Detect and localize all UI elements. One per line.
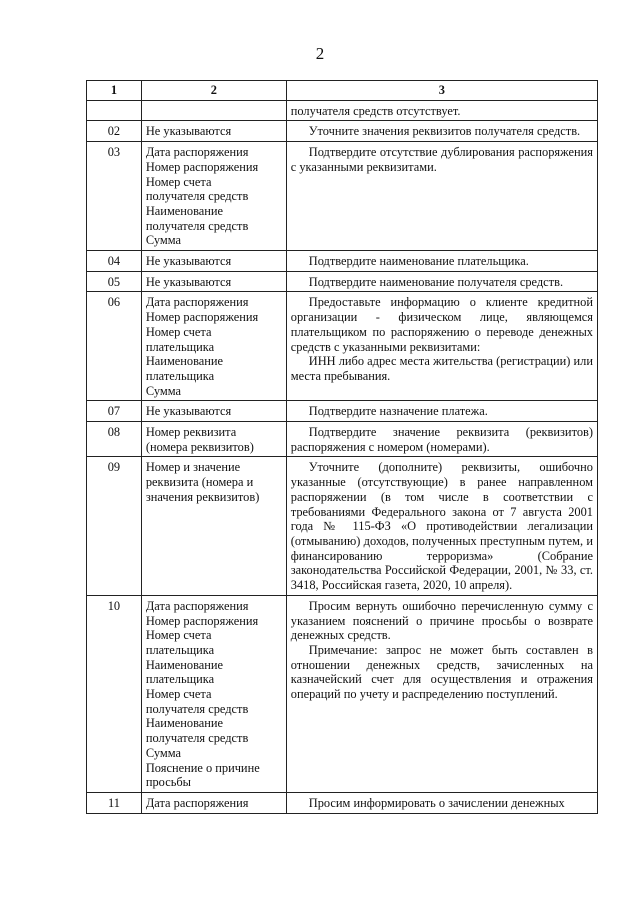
field-line: Наименование bbox=[145, 716, 224, 731]
field-line: Сумма bbox=[145, 233, 181, 248]
table-row bbox=[87, 457, 598, 595]
field-line: плательщика bbox=[145, 368, 215, 383]
table-row bbox=[87, 142, 598, 251]
row-fields bbox=[141, 251, 286, 272]
field-line: плательщика bbox=[145, 642, 215, 657]
field-line: Не указываются bbox=[145, 254, 232, 269]
field-line: значения реквизитов) bbox=[145, 489, 260, 504]
field-line: Номер и значение bbox=[145, 460, 241, 475]
row-description bbox=[286, 401, 597, 422]
row-description bbox=[286, 457, 597, 595]
description-paragraph: Просим информировать о зачислении денежных bbox=[308, 795, 565, 810]
row-code: 07 bbox=[87, 401, 142, 422]
description-paragraph: Уточните значения реквизитов получателя средств. bbox=[308, 124, 581, 139]
row-fields bbox=[141, 100, 286, 121]
row-code: 11 bbox=[87, 792, 142, 813]
field-line: Дата распоряжения bbox=[145, 295, 249, 310]
description-paragraph: Подтвердите наименование плательщика. bbox=[308, 254, 529, 269]
row-description bbox=[286, 292, 597, 401]
field-line: Наименование bbox=[145, 203, 224, 218]
field-line: получателя средств bbox=[145, 218, 249, 233]
field-line: Сумма bbox=[145, 745, 181, 760]
row-description bbox=[286, 422, 597, 457]
field-line: Дата распоряжения bbox=[145, 795, 249, 810]
table-row bbox=[87, 595, 598, 792]
description-paragraph: Подтвердите наименование получателя средств. bbox=[308, 274, 564, 289]
row-code: 06 bbox=[87, 292, 142, 401]
row-fields bbox=[141, 792, 286, 813]
row-description bbox=[286, 792, 597, 813]
row-fields bbox=[141, 401, 286, 422]
field-line: Пояснение о причине bbox=[145, 760, 260, 775]
row-description bbox=[286, 100, 597, 121]
description-paragraph: ИНН либо адрес места жительства (регистрации) или места пребывания. bbox=[290, 354, 593, 383]
field-line: Номер счета bbox=[145, 324, 212, 339]
row-code: 04 bbox=[87, 251, 142, 272]
field-line: Не указываются bbox=[145, 404, 232, 419]
field-line: получателя средств bbox=[145, 701, 249, 716]
row-fields bbox=[141, 457, 286, 595]
row-description bbox=[286, 251, 597, 272]
description-paragraph: Примечание: запрос не может быть составлен в отношении денежных средств, зачисленных на казначейский счет для осуществления и отражения операций по учету и распределению поступлений. bbox=[290, 642, 593, 702]
field-line: Наименование bbox=[145, 354, 224, 369]
row-code: 08 bbox=[87, 422, 142, 457]
row-fields bbox=[141, 292, 286, 401]
field-line: реквизита (номера и bbox=[145, 475, 254, 490]
table-row bbox=[87, 792, 598, 813]
column-header-1: 1 bbox=[87, 81, 142, 101]
description-paragraph: Подтвердите значение реквизита (реквизитов) распоряжения с номером (номерами). bbox=[290, 425, 593, 454]
field-line: Номер счета bbox=[145, 628, 212, 643]
table-row bbox=[87, 251, 598, 272]
row-description bbox=[286, 121, 597, 142]
field-line: Номер реквизита bbox=[145, 425, 237, 440]
field-line: Наименование bbox=[145, 657, 224, 672]
field-line: Дата распоряжения bbox=[145, 145, 249, 160]
row-fields bbox=[141, 422, 286, 457]
field-line: Дата распоряжения bbox=[145, 598, 249, 613]
description-paragraph: Просим вернуть ошибочно перечисленную сумму с указанием пояснений о причине просьбы о возврате денежных средств. bbox=[290, 598, 593, 643]
table-row bbox=[87, 271, 598, 292]
row-description bbox=[286, 595, 597, 792]
table-row bbox=[87, 292, 598, 401]
codes-table bbox=[86, 80, 598, 814]
description-paragraph: Подтвердите отсутствие дублирования распоряжения с указанными реквизитами. bbox=[290, 145, 593, 174]
table-row bbox=[87, 121, 598, 142]
row-description bbox=[286, 142, 597, 251]
field-line: получателя средств bbox=[145, 731, 249, 746]
row-fields bbox=[141, 142, 286, 251]
column-header-2: 2 bbox=[141, 81, 286, 101]
table-row bbox=[87, 422, 598, 457]
field-line: просьбы bbox=[145, 775, 191, 790]
table-row bbox=[87, 100, 598, 121]
description-paragraph: получателя средств отсутствует. bbox=[290, 103, 461, 118]
row-code bbox=[87, 100, 142, 121]
field-line: получателя средств bbox=[145, 189, 249, 204]
page-number: 2 bbox=[315, 44, 325, 63]
field-line: Номер счета bbox=[145, 687, 212, 702]
field-line: Номер счета bbox=[145, 174, 212, 189]
description-paragraph: Уточните (дополните) реквизиты, ошибочно указанные (отсутствующие) в ранее направленном распоряжении (в том числе в соответствии с требованиями Федерального закона от 7 августа 2001 года № 115-ФЗ «О противодействии легализации (отмыванию) доходов, полученных преступным путем, и финансированию терроризма» (Собрание законодательства Российской Федерации, 2001, № 33, ст. 3418, Российская газета, 2020, 10 апреля). bbox=[290, 460, 593, 593]
field-line: плательщика bbox=[145, 339, 215, 354]
field-line: Не указываются bbox=[145, 124, 232, 139]
field-line: Номер распоряжения bbox=[145, 613, 259, 628]
row-description bbox=[286, 271, 597, 292]
row-code: 03 bbox=[87, 142, 142, 251]
row-fields bbox=[141, 121, 286, 142]
header-row bbox=[87, 81, 598, 101]
table-row bbox=[87, 401, 598, 422]
row-code: 10 bbox=[87, 595, 142, 792]
row-fields bbox=[141, 271, 286, 292]
field-line: Сумма bbox=[145, 383, 181, 398]
field-line: Номер распоряжения bbox=[145, 310, 259, 325]
field-line: (номера реквизитов) bbox=[145, 439, 254, 454]
row-code: 05 bbox=[87, 271, 142, 292]
row-fields bbox=[141, 595, 286, 792]
column-header-3: 3 bbox=[286, 81, 597, 101]
field-line: Не указываются bbox=[145, 274, 232, 289]
description-paragraph: Предоставьте информацию о клиенте кредитной организации - физическом лице, являющемся плательщиком по распоряжению о переводе денежных средств с указанными реквизитами: bbox=[290, 295, 593, 354]
field-line: Номер распоряжения bbox=[145, 159, 259, 174]
description-paragraph: Подтвердите назначение платежа. bbox=[308, 404, 488, 419]
field-line: плательщика bbox=[145, 672, 215, 687]
row-code: 09 bbox=[87, 457, 142, 595]
row-code: 02 bbox=[87, 121, 142, 142]
